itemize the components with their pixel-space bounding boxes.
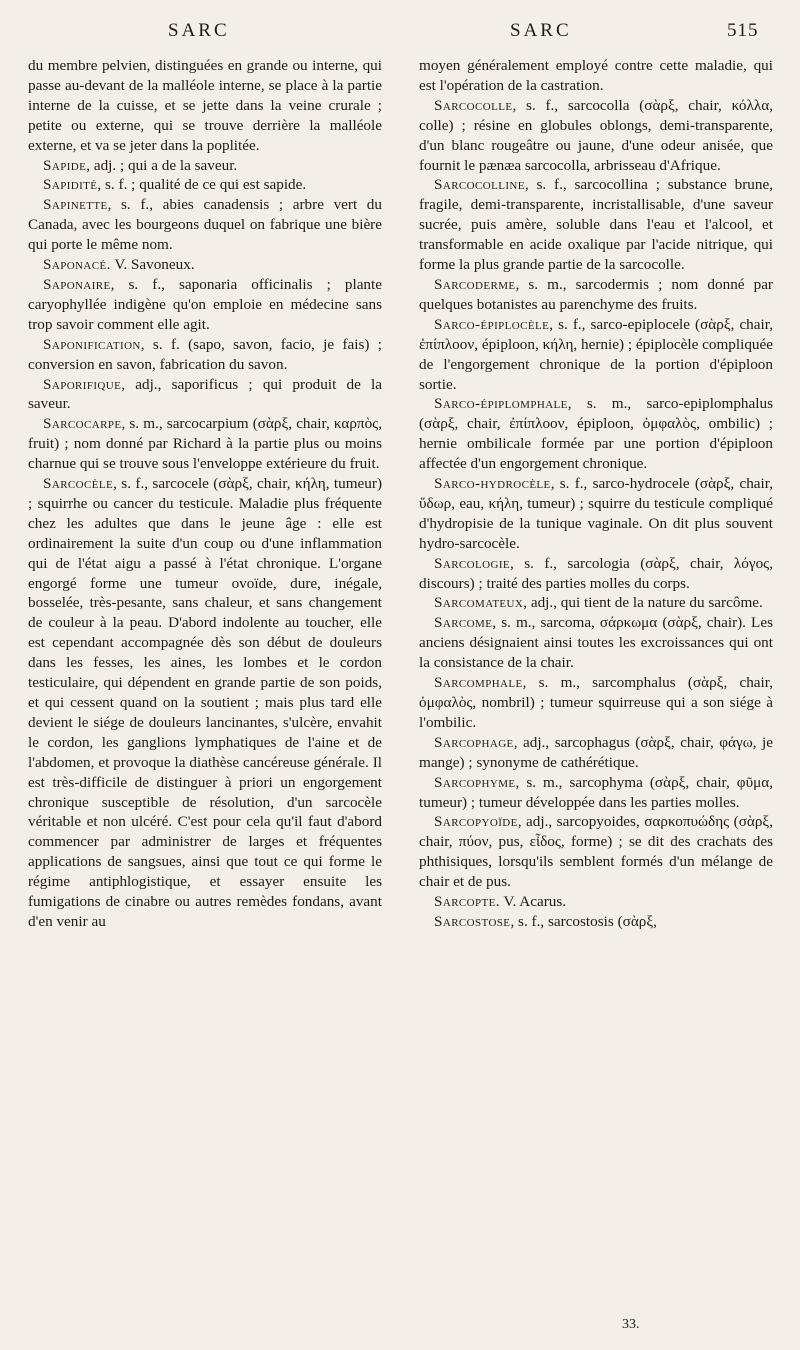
- entry-definition: , adj. ; qui a de la saveur.: [86, 156, 238, 174]
- dictionary-entry: [419, 593, 773, 613]
- dictionary-entry: [419, 315, 773, 395]
- page-number: 515: [727, 20, 759, 41]
- entry-definition: moyen généralement employé contre cette maladie, qui est l'opération de la castration.: [419, 57, 773, 94]
- dictionary-entry: [419, 613, 773, 673]
- dictionary-entry: [28, 375, 382, 415]
- entry-definition: , s. f., saponaria officinalis ; plante caryophyllée indigène qu'on emploie en médecine sans trop savoir comment elle agit.: [28, 275, 382, 333]
- entry-definition: , s. f., sarcocollina ; substance brune, fragile, demi-transparente, incristallisable, d'une saveur sucrée, puis amère, soluble dans l'eau et l'alcool, et transformable en acide oxalique par l'acide nitrique, qui forme la plus grande partie de la sarcocolle.: [419, 176, 773, 274]
- dictionary-entry: [419, 554, 773, 594]
- entry-headword: Saponaire: [43, 275, 111, 293]
- entry-headword: Sapinette: [43, 196, 108, 214]
- entry-headword: Sapidité: [43, 176, 98, 194]
- dictionary-entry: [419, 56, 773, 96]
- dictionary-entry: [419, 912, 773, 932]
- dictionary-entry: [419, 673, 773, 733]
- dictionary-entry: [419, 812, 773, 892]
- entry-definition: , adj., sarcophagus (σὰρξ, chair, φάγω, je mange) ; synonyme de cathérétique.: [419, 733, 773, 771]
- dictionary-entry: [419, 773, 773, 813]
- dictionary-entry: [28, 195, 382, 255]
- entry-headword: Sarco-épiplocèle: [434, 315, 550, 333]
- dictionary-entry: [419, 474, 773, 554]
- entry-definition: du membre pelvien, distinguées en grande ou interne, qui passe au-devant de la malléole interne, se place à la partie interne de la cuisse, et se jette dans la veine crurale ; petite ou externe, qui se trouve derrière la malléole externe, et va se jeter dans la poplitée.: [28, 57, 382, 154]
- dictionary-entry: [419, 394, 773, 474]
- entry-headword: Sarcomphale: [434, 674, 523, 692]
- entry-headword: Sarcophage: [434, 733, 514, 751]
- dictionary-entry: [419, 733, 773, 773]
- entry-definition: , s. m., sarco-epiplomphalus (σὰρξ, chair, ἐπίπλοον, épiploon, ὀμφαλὸς, ombilic) ; hernie ombilicale formée par une portion d'épiploon affectée d'un engorgement chronique.: [419, 395, 773, 473]
- running-head: [0, 20, 800, 52]
- dictionary-entry: [28, 56, 382, 156]
- dictionary-entry: [419, 892, 773, 912]
- entry-headword: Sarcophyme: [434, 773, 516, 791]
- entry-definition: , s. f., sarcocele (σὰρξ, chair, κήλη, tumeur) ; squirrhe ou cancer du testicule. Maladie plus fréquente chez les adultes que dans le jeune âge : elle est ordinairement la suite d'un coup ou d'une inflammation qui de l'état aigu a passé à l'état chronique. L'organe engorgé forme une tumeur ovoïde, dure, inégale, bosselée, très-pesante, sans chaleur, et sans changement de couleur à la peau. D'abord indolente au toucher, elle est cependant accompagnée dès son début de douleurs dans les fesses, les aines, les lombes et le cordon testiculaire, qui dépendent en grande partie de son poids, et qui cessent quand on la soutient ; mais plus tard elle devient le siége de douleurs lancinantes, s'ulcère, envahit le cordon, les ganglions lymphatiques de l'aine et de l'abdomen, et provoque la diathèse cancéreuse générale. Il est très-difficile de distinguer à priori un engorgement chronique susceptible de résolution, d'un sarcocèle véritable et non ulcéré. C'est pour cela qu'il faut d'abord commencer par administrer de larges et fréquentes applications de sangsues, ainsi que tout ce qui forme le régime antiphlogistique, et essayer ensuite les fumigations de cinabre ou autres remèdes fondans, avant d'en venir au: [28, 475, 382, 930]
- entry-definition: , s. f., abies canadensis ; arbre vert du Canada, avec les bourgeons duquel on fabrique une bière qui porte le même nom.: [28, 196, 382, 254]
- dictionary-entry: [419, 96, 773, 176]
- entry-headword: Sarcopte.: [434, 893, 500, 911]
- dictionary-entry: [28, 474, 382, 932]
- entry-definition: , s. m., sarcomphalus (σὰρξ, chair, ὀμφαλὸς, nombril) ; tumeur squirreuse qui a son siége à l'ombilic.: [419, 674, 773, 731]
- entry-headword: Sarcologie: [434, 554, 510, 572]
- entry-headword: Sarcome: [434, 614, 493, 632]
- entry-headword: Sarcocolline: [434, 176, 525, 194]
- entry-definition: , s. f., sarcologia (σὰρξ, chair, λόγος, discours) ; traité des parties molles du corps.: [419, 554, 773, 592]
- dictionary-entry: [28, 414, 382, 474]
- dictionary-entry: [28, 335, 382, 375]
- signature-mark: 33.: [622, 1317, 640, 1332]
- dictionary-entry: [28, 175, 382, 195]
- entry-headword: Sapide: [43, 156, 87, 174]
- entry-headword: Saponacé.: [43, 256, 111, 274]
- entry-definition: , s. m., sarcophyma (σὰρξ, chair, φῦμα, tumeur) ; tumeur développée dans les parties molles.: [419, 773, 773, 811]
- dictionary-entry: [28, 255, 382, 275]
- entry-definition: , s. f., sarcocolla (σὰρξ, chair, κόλλα, colle) ; résine en globules oblongs, demi-transparente, d'un blanc rougeâtre ou jaune, d'une odeur anisée, que fournit le pænæa sarcocolla, arbrisseau d'Afrique.: [419, 96, 773, 174]
- running-head-left: SARC: [168, 20, 230, 41]
- entry-headword: Sarcoderme: [434, 275, 516, 293]
- entry-headword: Sarcocolle: [434, 96, 513, 114]
- dictionary-entry: [28, 275, 382, 335]
- entry-definition: , s. m., sarcocarpium (σὰρξ, chair, καρπὸς, fruit) ; nom donné par Richard à la partie plus ou moins charnue qui se trouve sous l'enveloppe extérieure du fruit.: [28, 415, 382, 473]
- entry-definition: , s. m., sarcodermis ; nom donné par quelques botanistes au parenchyme des fruits.: [419, 275, 773, 313]
- entry-definition: V. Savoneux.: [110, 256, 195, 274]
- entry-headword: Saporifique: [43, 375, 122, 393]
- entry-headword: Saponification: [43, 335, 141, 353]
- entry-definition: , s. f., sarcostosis (σὰρξ,: [510, 912, 657, 930]
- entry-definition: , adj., qui tient de la nature du sarcôme.: [523, 594, 763, 612]
- entry-definition: V. Acarus.: [499, 893, 567, 911]
- running-head-center: SARC: [510, 20, 572, 41]
- entry-headword: Sarcomateux: [434, 594, 524, 612]
- entry-headword: Sarcocarpe: [43, 415, 122, 433]
- entry-definition: , s. f., sarco-hydrocele (σὰρξ, chair, ὕδωρ, eau, κήλη, tumeur) ; squirre du testicule compliqué d'hydropisie de la tunique vaginale. On dit plus souvent hydro-sarcocèle.: [419, 475, 773, 552]
- entry-definition: , s. f. (sapo, savon, facio, je fais) ; conversion en savon, fabrication du savon.: [28, 335, 382, 373]
- entry-headword: Sarcopyoïde: [434, 813, 518, 831]
- entry-definition: , s. m., sarcoma, σάρκωμα (σὰρξ, chair). Les anciens désignaient ainsi toutes les excroissances qui ont la consistance de la chair.: [419, 614, 773, 672]
- entry-headword: Sarco-épiplomphale: [434, 395, 568, 413]
- entry-definition: , adj., sarcopyoides, σαρκοπυώδης (σὰρξ, chair, πύον, pus, εἶδος, forme) ; se dit des crachats des phthisiques, lorsqu'ils semblent formés d'un mélange de chair et de pus.: [419, 813, 773, 891]
- entry-definition: , adj., saporificus ; qui produit de la saveur.: [28, 375, 382, 413]
- dictionary-entry: [419, 275, 773, 315]
- left-column: [28, 56, 382, 932]
- right-column: [419, 56, 773, 932]
- entry-definition: , s. f., sarco-epiplocele (σὰρξ, chair, ἐπίπλοον, épiploon, κήλη, hernie) ; épiplocèle compliquée de l'engorgement chronique de la portion d'épiploon sortie.: [419, 315, 773, 393]
- entry-headword: Sarcocèle: [43, 475, 114, 493]
- dictionary-entry: [28, 156, 382, 176]
- dictionary-entry: [419, 175, 773, 275]
- entry-headword: Sarco-hydrocèle: [434, 475, 551, 493]
- entry-definition: , s. f. ; qualité de ce qui est sapide.: [97, 176, 307, 194]
- entry-headword: Sarcostose: [434, 912, 511, 930]
